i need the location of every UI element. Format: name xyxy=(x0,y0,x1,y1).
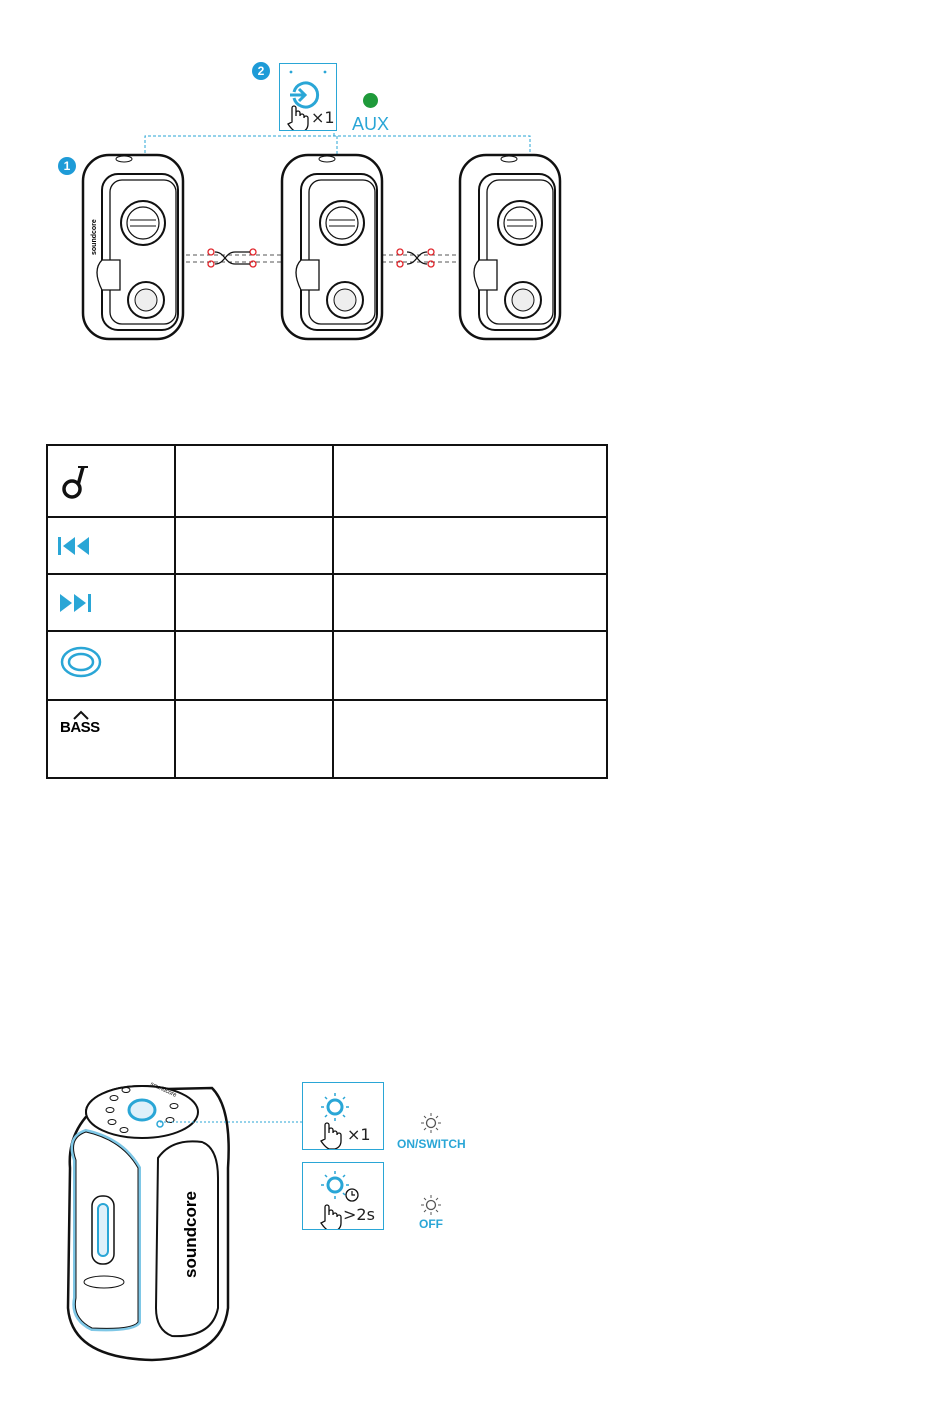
table-row xyxy=(47,700,607,778)
soundcore-logo-icon xyxy=(58,463,98,503)
controls-table xyxy=(46,444,608,779)
light-hold-instruction-box xyxy=(302,1162,384,1230)
speaker-1 xyxy=(80,150,186,342)
light-press-icon xyxy=(303,1083,383,1149)
step-2-badge: 2 xyxy=(252,62,270,80)
ring-button-icon xyxy=(60,644,104,680)
hold-duration: >2s xyxy=(343,1205,375,1224)
speaker-top-logo: soundcore xyxy=(149,1081,178,1099)
aux-cable-left xyxy=(208,249,256,267)
off-label: OFF xyxy=(419,1217,443,1231)
speaker-side-logo: soundcore xyxy=(181,1191,200,1278)
press-count: ×1 xyxy=(311,108,335,127)
table-row xyxy=(47,445,607,517)
speaker-3 xyxy=(457,150,563,342)
light-button-connector xyxy=(160,1110,306,1130)
press-count: ×1 xyxy=(347,1125,371,1144)
speaker-brand-logo: soundcore xyxy=(91,219,98,255)
speaker-2 xyxy=(279,150,385,342)
table-row xyxy=(47,574,607,631)
aux-label: AUX xyxy=(352,114,390,134)
bass-icon xyxy=(60,709,104,745)
on-switch-label: ON/SWITCH xyxy=(397,1137,466,1151)
light-off-icon xyxy=(420,1194,442,1216)
light-press-instruction-box xyxy=(302,1082,384,1150)
bass-icon-text: BASS xyxy=(60,719,100,736)
next-track-icon xyxy=(59,591,99,615)
step-1-badge: 1 xyxy=(58,157,76,175)
table-row xyxy=(47,631,607,700)
previous-track-icon xyxy=(57,534,97,558)
aux-cable-right xyxy=(397,249,434,267)
table-row xyxy=(47,517,607,574)
light-on-icon xyxy=(420,1112,442,1134)
